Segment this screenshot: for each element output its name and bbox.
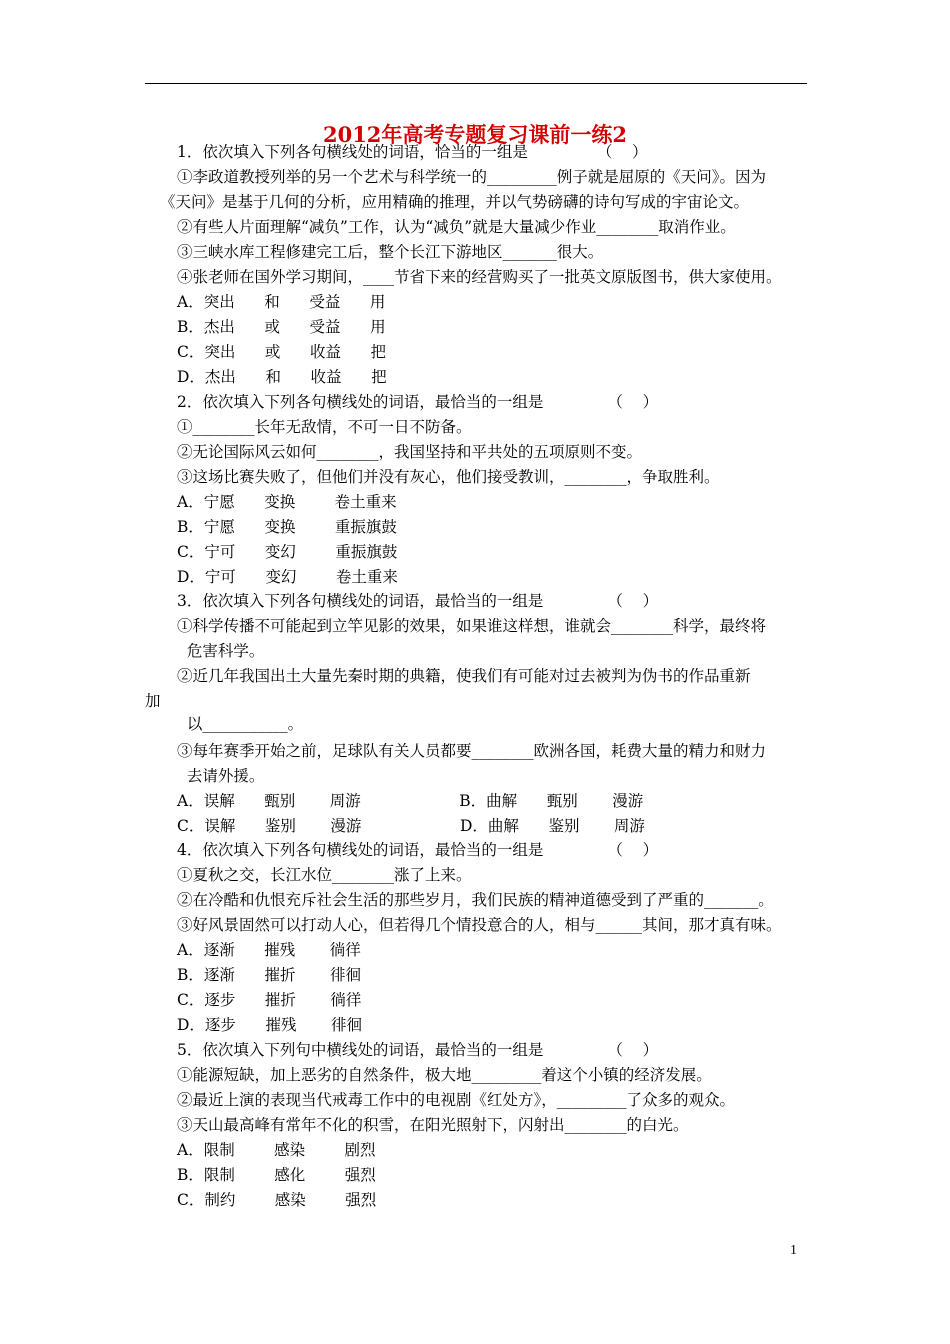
text-line: C．误解 鉴别 漫游 D．曲解 鉴别 周游	[177, 817, 645, 835]
text-line: ①李政道教授列举的另一个艺术与科学统一的_________例子就是屈原的《天问》。因为	[177, 168, 767, 186]
text-line: ③好风景固然可以打动人心，但若得几个情投意合的人，相与______其间，那才真有味。	[177, 916, 782, 934]
text-line: 加	[145, 692, 161, 710]
text-line: A．逐渐 摧残 徜徉	[177, 941, 361, 959]
text-line: ①________长年无敌情，不可一日不防备。	[177, 418, 472, 436]
text-line: 《天问》是基于几何的分析，应用精确的推理，并以气势磅礴的诗句写成的宇宙论文。	[160, 193, 750, 211]
text-line: 1．依次填入下列各句横线处的词语，恰当的一组是 （ ）	[177, 143, 648, 161]
text-line: 去请外援。	[177, 767, 265, 785]
text-line: ③这场比赛失败了，但他们并没有灰心，他们接受教训，________，争取胜利。	[177, 468, 720, 486]
text-line: D．宁可 变幻 卷土重来	[177, 568, 398, 586]
text-line: C．制约 感染 强烈	[177, 1191, 377, 1209]
text-line: ③天山最高峰有常年不化的积雪，在阳光照射下，闪射出________的白光。	[177, 1116, 689, 1134]
text-line: A．误解 甄别 周游 B．曲解 甄别 漫游	[177, 792, 644, 810]
text-line: C．突出 或 收益 把	[177, 343, 387, 361]
text-line: D．逐步 摧残 徘徊	[177, 1016, 362, 1034]
text-line: A．宁愿 变换 卷土重来	[177, 493, 397, 511]
text-line: B．杰出 或 受益 用	[177, 318, 386, 336]
page-title: 2012年高考专题复习课前一练2	[322, 122, 628, 147]
text-line: B．逐渐 摧折 徘徊	[177, 966, 361, 984]
text-line: 以___________。	[177, 715, 304, 733]
text-line: D．杰出 和 收益 把	[177, 368, 387, 386]
text-line: C．宁可 变幻 重振旗鼓	[177, 543, 398, 561]
text-line: ②有些人片面理解“减负”工作，认为“减负”就是大量减少作业________取消作业。	[177, 218, 736, 236]
text-line: 5．依次填入下列句中横线处的词语，最恰当的一组是 （ ）	[177, 1041, 659, 1059]
text-line: ①夏秋之交，长江水位________涨了上来。	[177, 866, 472, 884]
text-line: ①科学传播不可能起到立竿见影的效果，如果谁这样想，谁就会________科学，最终将	[177, 617, 767, 635]
text-line: ④张老师在国外学习期间，____节省下来的经营购买了一批英文原版图书，供大家使用。	[177, 268, 782, 286]
text-line: C．逐步 摧折 徜徉	[177, 991, 362, 1009]
text-line: ③每年赛季开始之前，足球队有关人员都要________欧洲各国，耗费大量的精力和财力	[177, 742, 767, 760]
text-line: A．突出 和 受益 用	[177, 293, 386, 311]
text-line: 3．依次填入下列各句横线处的词语，最恰当的一组是 （ ）	[177, 592, 659, 610]
page-number: 1	[790, 1243, 797, 1258]
text-line: 4．依次填入下列各句横线处的词语，最恰当的一组是 （ ）	[177, 841, 659, 859]
text-line: ②在冷酷和仇恨充斥社会生活的那些岁月，我们民族的精神道德受到了严重的_______。	[177, 891, 774, 909]
text-line: ③三峡水库工程修建完工后，整个长江下游地区_______很大。	[177, 243, 604, 261]
text-line: ②近几年我国出土大量先秦时期的典籍，使我们有可能对过去被判为伪书的作品重新	[177, 667, 751, 685]
text-line: B．限制 感化 强烈	[177, 1166, 376, 1184]
text-line: 2．依次填入下列各句横线处的词语，最恰当的一组是 （ ）	[177, 393, 659, 411]
text-line: ②无论国际风云如何________，我国坚持和平共处的五项原则不变。	[177, 443, 643, 461]
text-line: 危害科学。	[177, 642, 265, 660]
text-line: B．宁愿 变换 重振旗鼓	[177, 518, 397, 536]
text-line: ①能源短缺，加上恶劣的自然条件，极大地_________着这个小镇的经济发展。	[177, 1066, 712, 1084]
header-rule	[145, 83, 807, 84]
text-line: ②最近上演的表现当代戒毒工作中的电视剧《红处方》，_________了众多的观众。	[177, 1091, 736, 1109]
text-line: A．限制 感染 剧烈	[177, 1141, 376, 1159]
